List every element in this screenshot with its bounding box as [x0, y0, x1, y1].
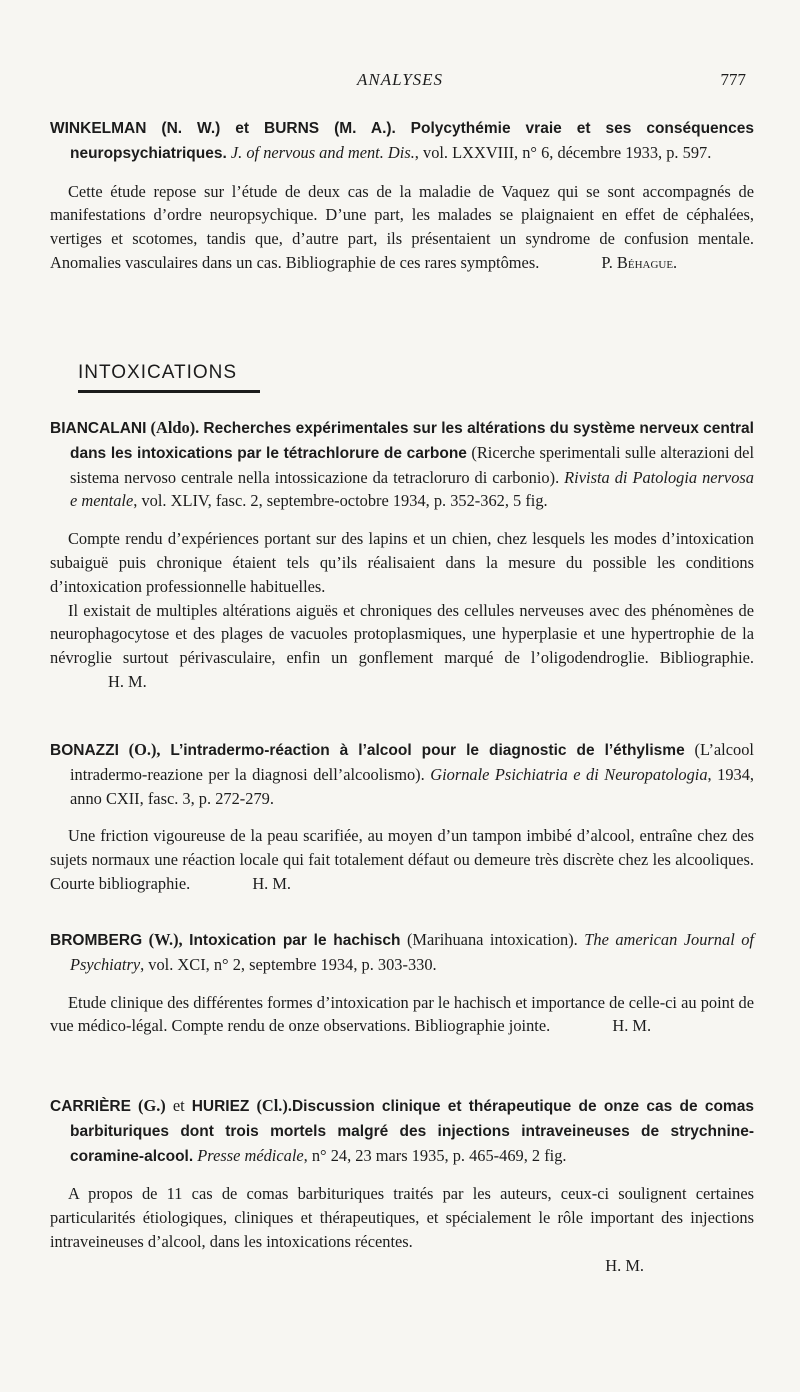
author-firstname: (O.), [128, 740, 161, 759]
reference [50, 1094, 754, 1168]
citation: , 1934, anno CXII, fasc. 3, p. 272-279. [70, 764, 754, 808]
reference [50, 416, 754, 513]
journal-name: Presse médicale [197, 1145, 304, 1165]
review-entry-bromberg [50, 928, 754, 1038]
authors: WINKELMAN (N. W.) et BURNS (M. A.). [50, 120, 396, 137]
citation: , n° 24, 23 mars 1935, p. 465-469, 2 fig. [303, 1145, 567, 1165]
page-number: 777 [720, 70, 746, 89]
review-entry-carriere [50, 1094, 754, 1278]
citation: , vol. XCI, n° 2, septembre 1934, p. 303-330. [140, 954, 437, 974]
reviewer-signature: H. M. [612, 1016, 652, 1036]
running-title: ANALYSES [356, 70, 444, 89]
section-rule [78, 390, 260, 393]
reviewer-signature: P. Béhague. [601, 252, 678, 272]
original-title: (Ricerche sperimentali sulle alterazioni del sistema nervoso centrale nella intossicazione da tetracloruro di carbonio). [70, 442, 754, 487]
author-firstname: (Aldo). [150, 418, 200, 437]
running-head [50, 70, 750, 94]
summary: A propos de 11 cas de comas barbituriques traités par les auteurs, ceux-ci soulignent certaines particularités étiologiques, cliniques et thérapeutiques, et spécialement le rôle important des injections intraveineuses d’alcool, dans les intoxications récentes. [50, 1184, 754, 1251]
summary-text: Cette étude repose sur l’étude de deux cas de la maladie de Vaquez qui se sont accompagnés de manifestations d’ordre neuropsychique. D’une part, les malades se plaignaient en effet de céphalées, vertiges et scotomes, tandis que, d’autre part, ils présentaient un syndrome de confusion mentale. Anomalies vasculaires dans un cas. Bibliographie de ces rares symptômes. [50, 181, 754, 272]
summary [50, 824, 754, 895]
authors: CARRIÈRE [50, 1098, 131, 1115]
second-author: HURIEZ [191, 1098, 250, 1115]
authors: BIANCALANI [50, 420, 147, 437]
article-title: Polycythémie vraie et ses conséquences neuropsychiatriques. [70, 120, 755, 162]
summary [50, 991, 754, 1039]
reference [50, 928, 754, 977]
author-firstname: (G.) [138, 1096, 166, 1115]
summary-paragraph-2 [50, 599, 754, 694]
reviewer-line [50, 1254, 754, 1278]
original-title: (Marihuana intoxication). [406, 930, 578, 949]
summary-text: Etude clinique des différentes formes d’intoxication par le hachisch et importance de celle-ci au point de vue médico-légal. Compte rendu de onze observations. Bibliographie jointe. [50, 992, 754, 1036]
reference [50, 738, 754, 810]
journal-name: J. of nervous and ment. Dis. [230, 142, 415, 162]
article-title: L’intradermo-réaction à l’alcool pour le diagnostic de l’éthylisme [170, 742, 685, 759]
author-joiner: et [172, 1096, 185, 1115]
summary [50, 180, 754, 275]
journal-name: Rivista di Patologia nervosa e mentale [70, 467, 754, 511]
review-entry-biancalani [50, 416, 754, 694]
section-heading [78, 362, 237, 384]
second-author-firstname: (Cl.). [256, 1096, 292, 1115]
review-entry-bonazzi [50, 738, 754, 896]
summary-text: Une friction vigoureuse de la peau scarifiée, au moyen d’un tampon imbibé d’alcool, entraîne chez des sujets normaux une réaction locale qui fait totalement défaut ou demeure très discrète chez les alcooliques. Courte bibliographie. [50, 826, 754, 893]
reviewer-signature: H. M. [252, 873, 292, 893]
reviewer-signature: H. M. [605, 1255, 644, 1275]
summary-paragraph-1: Compte rendu d’expériences portant sur des lapins et un chien, chez lesquels les modes d’intoxication subaiguë puis chronique étaient tels qu’ils réalisaient dans la mesure du possible les conditions d’intoxication professionnelle habituelles. [50, 529, 754, 596]
reviewer-signature: H. M. [108, 671, 147, 691]
citation: , vol. XLIV, fasc. 2, septembre-octobre 1934, p. 352-362, 5 fig. [133, 491, 548, 511]
article-title: Discussion clinique et thérapeutique de onze cas de comas barbituriques dont trois mortels malgré des injections intraveineuses de strychnine-coramine-alcool. [70, 1098, 754, 1165]
article-title: Recherches expérimentales sur les altérations du système nerveux central dans les intoxications par le tétrachlorure de carbone [70, 420, 754, 462]
journal-name: Giornale Psichiatria e di Neuropatologia [430, 764, 708, 784]
summary-text: Il existait de multiples altérations aiguës et chroniques des cellules nerveuses avec des phénomènes de neurophagocytose et des plages de vacuoles protoplasmiques, une hyperplasie et une hypertrophie de la névroglie surtout périvasculaire, enfin un gonflement marqué de l’oligodendroglie. Bibliographie. [50, 600, 754, 668]
original-title: (L’alcool intradermo-reazione per la diagnosi dell’alcoolismo). [70, 740, 754, 784]
authors: BROMBERG [50, 932, 143, 949]
reference [50, 116, 754, 166]
review-entry-winkelman [50, 116, 754, 275]
citation: , vol. LXXVIII, n° 6, décembre 1933, p. 597. [414, 142, 712, 162]
section-title: INTOXICATIONS [78, 362, 238, 383]
journal-name: The american Journal of Psychiatry [70, 930, 754, 974]
author-firstname: (W.), [148, 930, 183, 949]
article-title: Intoxication par le hachisch [189, 932, 401, 949]
authors: BONAZZI [50, 742, 119, 759]
